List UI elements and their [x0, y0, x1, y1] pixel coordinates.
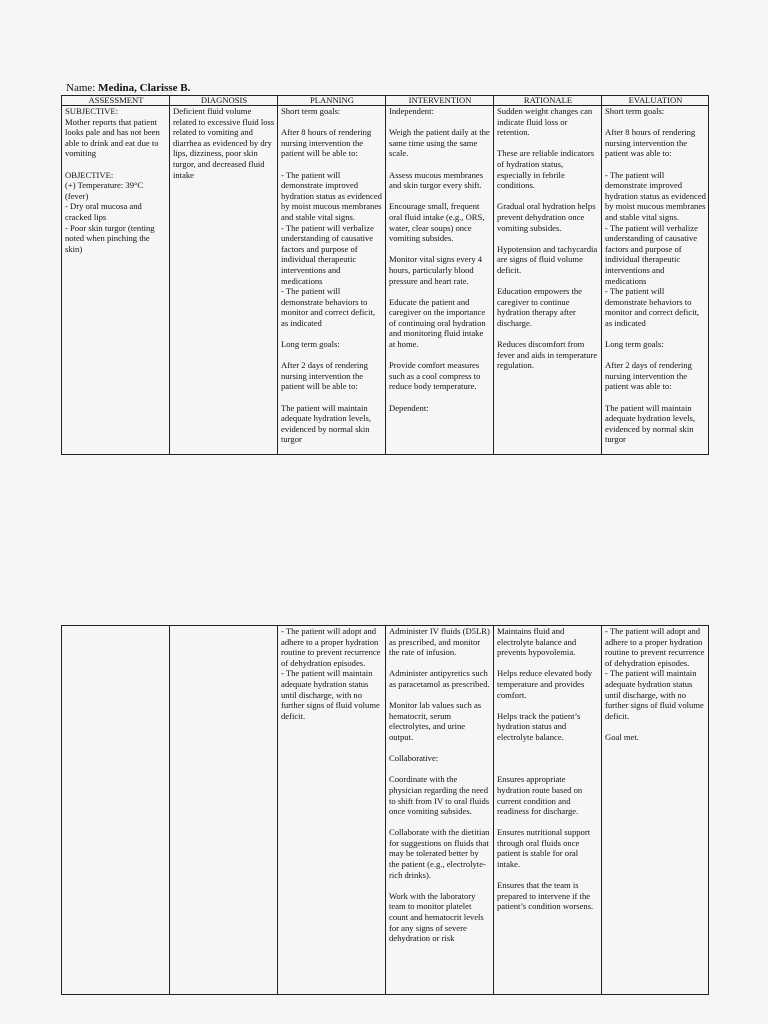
cell-paragraph: Work with the laboratory team to monitor platelet count and hematocrit levels for any signs of severe dehydration or risk — [389, 890, 484, 944]
cell-paragraph: Administer IV fluids (D5LR) as prescribed, and monitor the rate of infusion. — [389, 626, 490, 658]
rationale-cell — [494, 106, 602, 455]
cell-paragraph: Monitor vital signs every 4 hours, particularly blood pressure and heart rate. — [389, 254, 483, 286]
care-plan-table-page-1 — [61, 95, 709, 455]
cell-paragraph: Ensures nutritional support through oral fluids once patient is stable for oral intake. — [497, 827, 591, 870]
cell-paragraph: Encourage small, frequent oral fluid intake (e.g., ORS, water, clear soups) once vomiting subsides. — [389, 201, 485, 244]
cell-paragraph: Monitor lab values such as hematocrit, serum electrolytes, and urine output. — [389, 700, 482, 742]
cell-paragraph: Provide comfort measures such as a cool compress to reduce body temperature. — [389, 360, 481, 392]
patient-name-line — [66, 82, 190, 95]
header-rationale: RATIONALE — [494, 96, 602, 106]
cell-paragraph: The patient will maintain adequate hydration levels, evidenced by normal skin turgor — [605, 402, 695, 445]
cell-paragraph: - The patient will adopt and adhere to a proper hydration routine to prevent recurrence of dehydration episodes. - The patient will maintain adequate hydration status until discharge, with no further signs of fluid volume deficit. — [281, 626, 381, 721]
header-intervention: INTERVENTION — [386, 96, 494, 106]
patient-name: Medina, Clarisse B. — [98, 82, 191, 94]
cell-paragraph: Ensures that the team is prepared to intervene if the patient’s condition worsens. — [497, 880, 594, 912]
cell-paragraph: Helps track the patient’s hydration status and electrolyte balance. — [497, 710, 581, 742]
cell-paragraph: Weigh the patient daily at the same time using the same scale. — [389, 127, 490, 159]
cell-paragraph: OBJECTIVE: (+) Temperature: 39°C (fever) - Dry oral mucosa and cracked lips - Poor skin turgor (tenting noted when pinching the skin) — [65, 169, 155, 254]
cell-paragraph: Administer antipyretics such as paracetamol as prescribed. — [389, 668, 490, 689]
header-row — [62, 96, 709, 106]
cell-paragraph: Goal met. — [605, 731, 639, 742]
cell-paragraph: Ensures appropriate hydration route based on current condition and readiness for discharge. — [497, 774, 583, 817]
cell-paragraph: Long term goals: — [605, 339, 664, 350]
cell-paragraph: Collaborative: — [389, 753, 439, 764]
cell-paragraph: SUBJECTIVE: Mother reports that patient looks pale and has not been able to drink and eat due to vomiting — [65, 106, 160, 159]
cell-paragraph: These are reliable indicators of hydration status, especially in febrile conditions. — [497, 148, 595, 191]
cell-paragraph — [497, 753, 599, 764]
cell-paragraph: Deficient fluid volume related to excessive fluid loss related to vomiting and diarrhea as evidenced by dry lips, dizziness, poor skin turgor, and decreased fluid intake — [173, 106, 275, 180]
cell-paragraph: After 2 days of rendering nursing intervention the patient was able to: — [605, 360, 692, 392]
cell-paragraph: Helps reduce elevated body temperature and provides comfort. — [497, 668, 593, 700]
cell-paragraph: Coordinate with the physician regarding the need to shift from IV to oral fluids once vomiting subsides. — [389, 774, 490, 817]
table-row — [62, 626, 709, 995]
cell-paragraph: Education empowers the caregiver to continue hydration therapy after discharge. — [497, 286, 582, 328]
cell-paragraph: After 8 hours of rendering nursing intervention the patient will be able to: — [281, 127, 372, 159]
cell-paragraph: The patient will maintain adequate hydration levels, evidenced by normal skin turgor — [281, 402, 371, 445]
cell-paragraph: Gradual oral hydration helps prevent dehydration once vomiting subsides. — [497, 201, 596, 233]
cell-paragraph: - The patient will demonstrate improved hydration status as evidenced by moist mucous membranes and stable vital signs. - The patient will verbalize understanding of causative factors and purpose of individual therapeutic interventions and medications - The patient will demonstrate behaviors to monitor and correct deficit, as indicated — [605, 169, 706, 328]
cell-paragraph: Educate the patient and caregiver on the importance of continuing oral hydration and monitoring fluid intake at home. — [389, 296, 486, 350]
cell-paragraph: Sudden weight changes can indicate fluid loss or retention. — [497, 106, 593, 138]
intervention-cell — [386, 106, 494, 455]
cell-paragraph: After 2 days of rendering nursing intervention the patient will be able to: — [281, 360, 368, 392]
cell-paragraph: - The patient will adopt and adhere to a proper hydration routine to prevent recurrence of dehydration episodes. - The patient will maintain adequate hydration status until discharge, with no further signs of fluid volume deficit. — [605, 626, 705, 721]
assessment-cell — [62, 626, 170, 995]
assessment-cell — [62, 106, 170, 455]
planning-cell — [278, 626, 386, 995]
cell-paragraph: After 8 hours of rendering nursing intervention the patient was able to: — [605, 127, 696, 159]
diagnosis-cell — [170, 106, 278, 455]
evaluation-cell — [602, 626, 709, 995]
header-planning: PLANNING — [278, 96, 386, 106]
header-evaluation: EVALUATION — [602, 96, 709, 106]
cell-paragraph: Short term goals: — [281, 106, 341, 116]
header-assessment: ASSESSMENT — [62, 96, 170, 106]
cell-paragraph: Long term goals: — [281, 339, 340, 350]
planning-cell — [278, 106, 386, 455]
cell-paragraph: Short term goals: — [605, 106, 665, 116]
evaluation-cell — [602, 106, 709, 455]
header-diagnosis: DIAGNOSIS — [170, 96, 278, 106]
care-plan-table-page-2 — [61, 625, 709, 995]
cell-paragraph: Dependent: — [389, 402, 429, 413]
cell-paragraph: - The patient will demonstrate improved hydration status as evidenced by moist mucous membranes and stable vital signs. - The patient will verbalize understanding of causative factors and purpose of individual therapeutic interventions and medications - The patient will demonstrate behaviors to monitor and correct deficit, as indicated — [281, 169, 382, 328]
cell-paragraph: Assess mucous membranes and skin turgor every shift. — [389, 169, 484, 191]
cell-paragraph: Hypotension and tachycardia are signs of fluid volume deficit. — [497, 243, 598, 275]
cell-paragraph: Maintains fluid and electrolyte balance and prevents hypovolemia. — [497, 626, 577, 658]
cell-paragraph: Reduces discomfort from fever and aids in temperature regulation. — [497, 339, 598, 371]
intervention-cell — [386, 626, 494, 995]
cell-paragraph: Collaborate with the dietitian for suggestions on fluids that may be tolerated better by the patient (e.g., electrolyte-rich drinks). — [389, 827, 490, 880]
diagnosis-cell — [170, 626, 278, 995]
table-row — [62, 106, 709, 455]
rationale-cell — [494, 626, 602, 995]
cell-paragraph: Independent: — [389, 106, 434, 116]
name-label: Name: — [66, 82, 96, 94]
